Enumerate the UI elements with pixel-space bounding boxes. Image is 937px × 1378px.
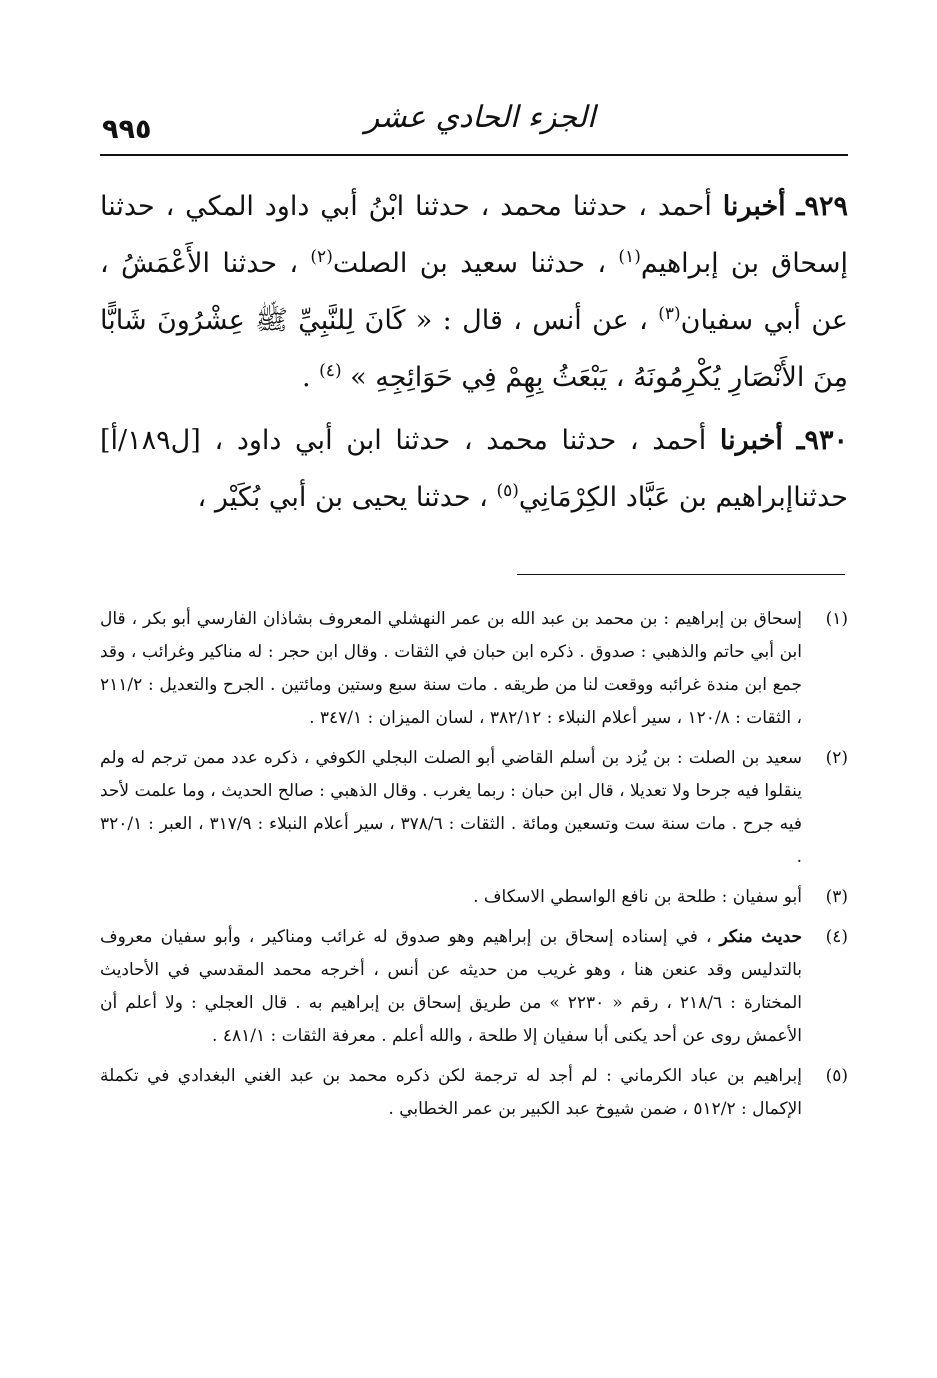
footnote-number: (٤) bbox=[825, 927, 848, 947]
footnote-item bbox=[100, 881, 848, 914]
footnote-text: سعيد بن الصلت : بن يُزد بن أسلم القاضي أبو الصلت البجلي الكوفي ، ذكره عدد ممن ترجم له ولم ينقلوا فيه جرحا ولا تعديلا ، قال ابن حبان : ربما يغرب . وقال الذهبي : صالح الحديث ، وما علمت لأحد فيه جرح . مات سنة ست وتسعين ومائة . الثقات : ٣٧٨/٦ ، سير أعلام النبلاء : ٣١٧/٩ ، العبر : ٣٢٠/١ . bbox=[100, 748, 802, 867]
footnote-item bbox=[100, 742, 848, 874]
footnote-item bbox=[100, 603, 848, 735]
footnote-ref[interactable]: (٢) bbox=[310, 247, 333, 267]
hadith-text: ، حدثنا الأَعْمَشُ ، عن أبي سفيان bbox=[100, 248, 848, 336]
footnotes bbox=[100, 603, 848, 1133]
footnote-number: (١) bbox=[825, 609, 848, 629]
hadith-text: ، حدثنا يحيى بن أبي بُكَيْر ، bbox=[197, 482, 488, 513]
footnote-text: أبو سفيان : طلحة بن نافع الواسطي الاسكاف . bbox=[473, 887, 802, 907]
footnote-text: ، في إسناده إسحاق بن إبراهيم وهو صدوق له غرائب ومناكير ، وأبو سفيان معروف بالتدليس وقد عنعن هنا ، وهو غريب من حديثه عن أنس ، أخرجه محمد المقدسي في الأحاديث المختارة : ٢١٨/٦ ، رقم « ٢٢٣٠ » من طريق إسحاق بن إبراهيم به . قال العجلي : ولا أعلم أن الأعمش روى عن أحد يكنى أبا سفيان إلا طلحة ، والله أعلم . معرفة الثقات : ٤٨١/١ . bbox=[100, 927, 802, 1046]
hadith-929 bbox=[100, 178, 848, 406]
hadith-text: ، حدثنا سعيد بن الصلت bbox=[332, 248, 607, 279]
footnote-verdict: حديث منكر bbox=[719, 927, 803, 947]
hadith-text: أحمد ، حدثنا محمد ، حدثنا ابن أبي داود ، [ل١٨٩/أ] حدثناإبراهيم بن عَبَّاد الكِرْمَانِي bbox=[100, 425, 848, 513]
footnote-number: (٥) bbox=[825, 1066, 848, 1086]
hadith-number: ٩٣٠ـ bbox=[796, 425, 848, 456]
hadith-text: أحمد ، حدثنا محمد ، حدثنا ابْنُ أبي داود المكي ، حدثنا إسحاق بن إبراهيم bbox=[100, 191, 848, 279]
footnote-number: (٣) bbox=[825, 887, 848, 907]
header-rule bbox=[100, 154, 848, 156]
footnote-number: (٢) bbox=[825, 748, 848, 768]
hadith-930 bbox=[100, 412, 848, 526]
hadith-opening: أخبرنا bbox=[722, 191, 786, 222]
footnote-item bbox=[100, 1060, 848, 1126]
running-title: الجزء الحادي عشر bbox=[364, 100, 596, 135]
footnote-ref[interactable]: (١) bbox=[618, 247, 641, 267]
footnote-ref[interactable]: (٣) bbox=[658, 304, 681, 324]
footnote-body bbox=[100, 921, 802, 1053]
footnote-ref[interactable]: (٤) bbox=[319, 361, 342, 381]
hadith-number: ٩٢٩ـ bbox=[796, 191, 848, 222]
footnote-ref[interactable]: (٥) bbox=[496, 481, 519, 501]
hadith-text: . bbox=[301, 362, 311, 393]
footnote-separator bbox=[517, 574, 845, 575]
page-number: ٩٩٥ bbox=[102, 114, 152, 145]
main-text bbox=[100, 178, 848, 526]
footnote-text: إسحاق بن إبراهيم : بن محمد بن عبد الله بن عمر النهشلي المعروف بشاذان الفارسي أبو بكر ، قال ابن أبي حاتم والذهبي : صدوق . ذكره ابن حبان في الثقات . وقال ابن حجر : له مناكير وغرائب ، وقد جمع ابن مندة غرائبه ووقعت لنا من طريقه . مات سنة سبع وستين ومائتين . الجرح والتعديل : ٢١١/٢ ، الثقات : ١٢٠/٨ ، سير أعلام النبلاء : ٣٨٢/١٢ ، لسان الميزان : ٣٤٧/١ . bbox=[100, 609, 802, 728]
hadith-text: ، عن أنس ، قال : « كَانَ لِلنَّبِيِّ ﷺ عِشْرُونَ شَابًّا مِنَ الأَنْصَارِ يُكْرِمُونَهُ ، يَبْعَثُ بِهِمْ فِي حَوَائِجِهِ » bbox=[100, 305, 848, 393]
page-header bbox=[100, 90, 848, 156]
footnote-text: إبراهيم بن عباد الكرماني : لم أجد له ترجمة لكن ذكره محمد بن عبد الغني البغدادي في تكملة الإكمال : ٥١٢/٢ ، ضمن شيوخ عبد الكبير بن عمر الخطابي . bbox=[100, 1066, 802, 1119]
footnote-item bbox=[100, 921, 848, 1053]
hadith-opening: أخبرنا bbox=[719, 425, 783, 456]
